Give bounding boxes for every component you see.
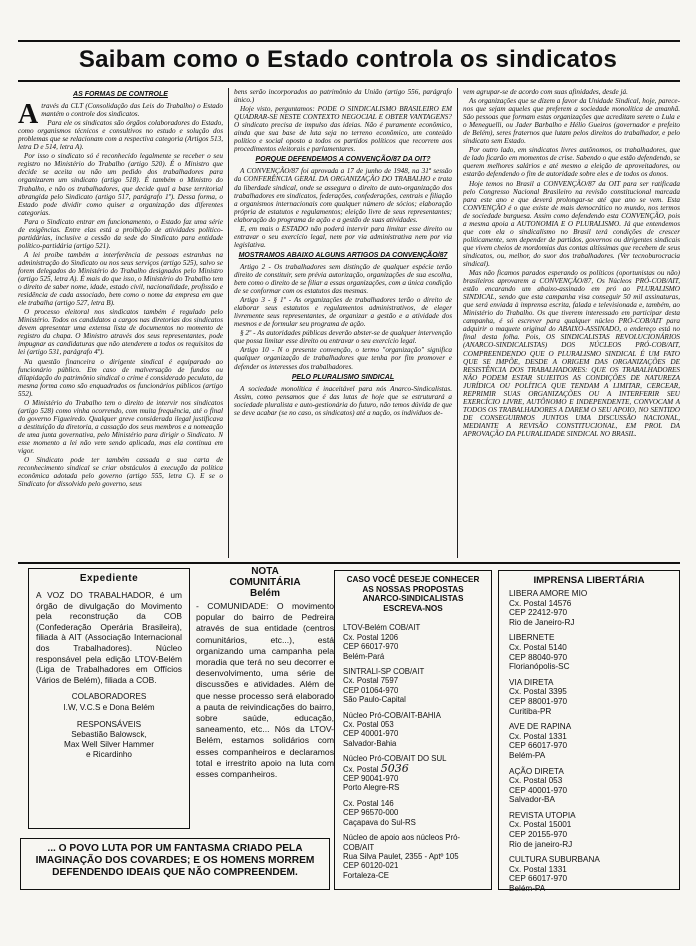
- paragraph: vem agrupar-se de acordo com suas afinidades, desde já.: [463, 88, 628, 96]
- address-entry: [343, 667, 483, 705]
- address-line: [343, 761, 483, 775]
- press-entry: [509, 678, 669, 716]
- press-name: AÇÃO DIRETA: [509, 766, 564, 776]
- section-heading-convencao: PORQUE DEFENDEMOS A CONVENÇÃO/87 DA OIT?: [255, 156, 431, 164]
- paragraph: Para ele os sindicatos são órgãos colaboradores do Estado, como organismos técnicos e consultivos no estudo e solução dos problemas que se relacionam com a respectiva categoria (Artigos 513, letra D e 514, letra A).: [18, 119, 223, 152]
- address-name: LTOV-Belém COB/AIT: [343, 623, 421, 633]
- address-name: Núcleo de apoio aos núcleos Pró-COB/AIT: [343, 833, 461, 852]
- column-divider: [457, 88, 458, 558]
- colaboradores-names: I.W, V.C.S e Dona Belém: [63, 702, 155, 712]
- paragraph: Artigo 10 - N o presente convenção, o termo "organização" significa qualquer organização de trabalhadores que tenha por fim promover e defender os interesses dos trabalhadores.: [234, 346, 452, 371]
- nota-title: NOTA: [251, 566, 279, 577]
- press-line: Cx. Postal 3395: [509, 687, 567, 697]
- address-name: Núcleo Pró-COB/AIT-BAHIA: [343, 710, 441, 720]
- paragraph: O Sindicato pode ter também cassada a sua carta de reconhecimento sindical se criar obstáculos à execução da política econômica adotada pelo governo (artigo 555, letra C). E se o Sindicato for dissolvido pelo governo, seus: [18, 456, 223, 489]
- press-name: LIBERA AMORE MIO: [509, 589, 588, 598]
- address-line: CEP 90041-970: [343, 774, 399, 784]
- paragraph: A sociedade monolítica é inaceitável para nós Anarco-Sindicalistas. Assim, como pensamos que é das lutas de hoje que se estruturará a sociedade pluralista e auto-gestionária do futuro, não temos dúvida de que se deve acabar (se no caso, os sindicatos) até a nação, os indivíduos de-: [234, 384, 452, 417]
- press-entry: [509, 722, 669, 760]
- press-line: Curitiba-PR: [509, 706, 552, 716]
- press-line: Cx. Postal 15001: [509, 820, 572, 830]
- paragraph: Mas não ficamos parados esperando os políticos (oportunistas ou não) brasileiros aprovarem a CONVENÇÃO/87, Os Núcleos PRÓ-COB/AIT, estão encarando um abaixo-assinado em pró ao PLURALISMO SINDICAL, sendo que esta campanha visa conseguir 50 mil assinaturas, que será enviada à imprensa escrita, falada e televisionada e, também, ao Ministério do Trabalho. Os que tiverem interessado em participar desta campanha, é só escrever para qualquer núcleo PRÓ-COB/AIT para adquirir o maquete original do ABAIXO-ASSINADO, o endereço está no final desta folha. Pois, OS SINDICALISTAS REVOLUCIONÁRIOS (ANARCO-SINDICALISTAS) DOS NÚCLEOS PRÓ-COB/AIT, COMPREENDENDO QUE O PLURALISMO SINDICAL É UM FATO QUE SE IMPÕE, DESDE A ORIGEM DAS ORGANIZAÇÕES DE RESISTÊNCIA DOS TRABALHADORES: QUE OS TRABALHADORES NÃO PODEM ESTAR SUJEITOS AS CONDIÇÕES DE NATUREZA JURÍDICA OU POLÍTICA QUE TENDAM A LIMITAR, CERCEAR, REPRIMIR SUAS ORGANIZAÇÕES OU A INTERFERIR SEU EXERCÍCIO LIVRE, AUTÔNOMO E INDEPENDENTE, CONVOCAM A TODOS OS TRABALHADORES A DAREM O SEU APOIO, NO SENTIDO DE CONSEGUIRMOS JUNTOS UMA DISCUSSÃO NACIONAL, MEDIANTE A REVISÃO CONSTITUCIONAL, EM PROL DA APROVAÇÃO DA PLURALIDADE SINDICAL NO BRASIL.: [463, 269, 680, 438]
- press-line: CEP 88001-970: [509, 696, 568, 706]
- press-entry: [509, 855, 669, 893]
- nota-comunitaria: [196, 566, 334, 834]
- press-line: Cx. Postal 1331: [509, 731, 567, 741]
- address-line: Salvador-Bahia: [343, 738, 397, 748]
- address-entry: [343, 711, 483, 749]
- page-headline: Saibam como o Estado controla os sindicatos: [78, 46, 618, 73]
- address-name: Cx. Postal 146: [343, 798, 394, 808]
- headline-rule: [18, 80, 680, 82]
- paragraph: Para o Sindicato entrar em funcionamento, o Estado faz uma série de exigências. Entre elas está a proibição de atividades político-partidárias, inclusive a cessão da sede do Sindicato para entidade político-partidária (artigo 521).: [18, 217, 223, 250]
- press-name: AVE DE RAPINA: [509, 722, 572, 732]
- press-line: CEP 88040-970: [509, 652, 568, 662]
- paragraph: O Ministério do Trabalho tem o direito de intervir nos sindicatos (artigo 528) como vinha ocorrendo, com muita frequência, até o final do governo Figueiredo. Qualquer greve considerada ilegal justificava a destituição da diretoria, a cassação dos seus membros e a nomeação de uma junta governativa, pelo Ministério para dirigir o Sindicato. N esse momento a lei não vem sendo aplicada, mas ela continua em vigor.: [18, 398, 223, 456]
- paragraph: bens serão incorporados ao patrimônio da União (artigo 556, parágrafo único.): [234, 88, 452, 105]
- paragraph: Por isso o sindicato só é reconhecido legalmente se receber o seu registro no Ministério do Trabalho (artigo 520). É o Ministro que decide se aceita ou não um pedido dos trabalhadores para organizarem um sindicato (artigo 518). É também o Ministro do Trabalho, e não os trabalhadores, que decide qual a base territorial abrangida pelo Sindicato (artigo 517, parágrafo 1º). Dessa forma, o Estado pode dividir como quiser a organização das diferentes categorias.: [18, 152, 223, 217]
- nota-title-3: Belém: [249, 588, 280, 599]
- paragraph: As organizações que se dizem a favor da Unidade Sindical, hoje, parece-nos que sejam aqueles que preferem a sociedade monolítica de amanhã. São pessoas que formam estas organizações que acreditam serem o Lula e o Meneguelli, ou Jader Barbalho e Hélio Gueiros (governador e prefeito de Belém), seres fraternos que lutam pelos direitos do trabalhador, e pelo sindicato sem Estado.: [463, 97, 680, 146]
- drop-cap: A: [18, 99, 39, 131]
- imprensa-title: IMPRENSA LIBERTÁRIA: [533, 575, 645, 586]
- press-line: Belém-PA: [509, 750, 546, 760]
- address-line: CEP 40001-970: [343, 729, 399, 739]
- contato-box: [334, 570, 492, 890]
- paragraph: A lei proíbe também a interferência de pessoas estranhas na administração do Sindicato ou nos seus serviços (artigo 525), salvo se forem delegados do Ministério do Trabalho designados pelo Ministro (artigo 525, letra A). É mais do que isso, o Ministério do Trabalho tem o direito de saber nome, idade, estado civil, nacionalidade, profissão e residência de cada associado, bem como o nome da empresa em que ele trabalha (artigo 527, letra B).: [18, 250, 223, 308]
- section-heading-controle: AS FORMAS DE CONTROLE: [73, 91, 168, 98]
- address-entry: [343, 754, 483, 793]
- address-line: São Paulo-Capital: [343, 695, 406, 705]
- press-entry: [509, 811, 669, 849]
- slogan-box: ... O POVO LUTA POR UM FANTASMA CRIADO PELA IMAGINAÇÃO DOS COVARDES; E OS HOMENS MORREM DEFENDENDO IDEAIS QUE NÃO COMPREENDEM.: [20, 838, 330, 890]
- paragraph: Na questão financeira o dirigente sindical é equiparado ao funcionário público. Em caso de malversação de fundos ou dilapidação do patrimônio sindical o crime é considerado peculato, da mesma forma como são enquadrados os funcionários públicos (artigo 552).: [18, 357, 223, 398]
- press-entry: [509, 633, 669, 671]
- paragraph: Artigo 3 - § 1º - As organizações de trabalhadores terão o direito de elaborar seus estatutos e regulamentos administrativos, de eleger livremente seus representantes, de organizar a gestão e a atividade dos mesmos e de formular seu programa de ação.: [234, 296, 452, 329]
- nota-body: - COMUNIDADE: O movimento popular do bairro de Pedreira através de sua entidade (centros comunitários, etc...), está organizando uma campanha pela moradia que terá no seu decorrer e desenvolvimento, uma série de discussões e atividades. Além de que nesse processo será elaborado a pauta de reivindicações do bairro, sobre saúde, educação, saneamento, etc... Nós da LTOV-Belém, estamos solidários com esses companheiros e declaramos total e irrestrito apoio na luta com esses companheiros.: [196, 601, 334, 780]
- address-line: Cx. Postal 1206: [343, 632, 399, 642]
- handwritten-number: 5036: [380, 761, 409, 775]
- press-line: Belém-PA: [509, 884, 546, 894]
- press-line: CEP 22412-970: [509, 608, 568, 618]
- press-name: LIBERNETE: [509, 633, 555, 643]
- press-line: Cx. Postal 5140: [509, 642, 567, 652]
- address-entry: [343, 833, 483, 880]
- responsavel-name: e Ricardinho: [86, 750, 132, 760]
- address-line: Belém-Pará: [343, 651, 385, 661]
- top-rule: [18, 40, 680, 42]
- column-divider: [228, 88, 229, 558]
- address-line: CEP 66017-970: [343, 642, 399, 652]
- expediente-body: A VOZ DO TRABALHADOR, é um órgão de divulgação do Movimento pela reconstrução da COB (Confederação Operária Brasileira), filiada à AIT (Associação Internacional dos Trabalhadores). Núcleo responsável pela edição LTOV-Belém (Liga de Trabalhadores em Offícios Vários de Belém), filiada a COB.: [36, 590, 182, 685]
- responsavel-name: Sebastião Balowsck,: [71, 729, 147, 739]
- address-line: Cx. Postal 053: [343, 720, 394, 730]
- press-line: Cx. Postal 1331: [509, 864, 567, 874]
- address-line: Porto Alegre-RS: [343, 783, 400, 793]
- bottom-section-rule: [18, 562, 680, 564]
- press-line: CEP 20155-970: [509, 830, 568, 840]
- press-line: CEP 66017-970: [509, 741, 568, 751]
- address-line-text: Cx. Postal: [343, 764, 379, 774]
- nota-title-2: COMUNITÁRIA: [229, 577, 301, 588]
- address-entry: [343, 799, 483, 827]
- responsaveis-title: RESPONSÁVEIS: [76, 719, 142, 729]
- contato-list: [343, 623, 483, 880]
- press-line: Salvador-BA: [509, 795, 555, 805]
- address-line: Rua Silva Paulet, 2355 - Aptº 105: [343, 851, 459, 861]
- article-column-1: [18, 88, 223, 558]
- colaboradores-title: COLABORADORES: [71, 692, 147, 702]
- paragraph: E, em mais o ESTADO não poderá intervir para limitar esse direito ou entravar o seu exercício legal, nem por via administrativa nem por via legislativa.: [234, 224, 452, 249]
- paragraph: § 2º - As autoridades públicas deverão abster-se de qualquer intervenção que possa limitar esse direito ou entravar o seu exercício legal.: [234, 329, 452, 346]
- press-line: Cx. Postal 053: [509, 776, 563, 786]
- press-entry: [509, 767, 669, 805]
- press-name: CULTURA SUBURBANA: [509, 855, 600, 865]
- paragraph: Por outro lado, em sindicatos livres autônomos, os trabalhadores, que de lado ficarão em momentos de crise. Sabendo o que estão defendendo, se querem melhores salários e até mesmo a eleição de aproveitadores, ou estarão defendendo o fim de autoridade sobre eles e de todos os donos.: [463, 146, 680, 179]
- press-line: Cx. Postal 14576: [509, 598, 572, 608]
- contato-title: CASO VOCÊ DESEJE CONHECER AS NOSSAS PROPOSTAS ANARCO-SINDICALISTAS ESCREVA-NOS: [346, 575, 480, 613]
- responsavel-name: Max Well Silver Hammer: [64, 740, 154, 750]
- expediente-box: [28, 568, 190, 829]
- address-line: Fortaleza-CE: [343, 870, 389, 880]
- press-name: REVISTA UTOPIA: [509, 810, 576, 820]
- article-column-2: [234, 88, 452, 558]
- address-name: Núcleo Pró-COB/AIT DO SUL: [343, 754, 447, 764]
- press-line: CEP 66017-970: [509, 874, 568, 884]
- article-column-3: [463, 88, 680, 558]
- press-entry: [509, 589, 669, 627]
- section-heading-artigos: MOSTRAMOS ABAIXO ALGUNS ARTIGOS DA CONVENÇÃO/87: [238, 251, 448, 259]
- imprensa-box: [498, 570, 680, 894]
- address-entry: [343, 623, 483, 661]
- address-line: CEP 01064-970: [343, 685, 399, 695]
- paragraph: Artigo 2 - Os trabalhadores sem distinção de qualquer espécie terão direito de constituir, sem prévia autorização, organizações de sua escolha, bem como o direito de se filiar a essas organizações, com a única condição de se conformar com os estatutos das mesmas.: [234, 262, 452, 296]
- paragraph: A CONVENÇÃO/87 foi aprovada a 17 de junho de 1948, na 31ª sessão da CONFERÊNCIA GERAL DA ORGANIZAÇÃO DO TRABALHO e trata da liberdade sindical, onde se assegura o direito de auto-organização dos trabalhadores em sindicatos, federações, confederações, centrais e filiação a organismos internacionais com qualquer número de sócios; elaboração própria de estatutos e regulamentos; eleição livre de seus representantes; elaboração do programa de ação e a gestão de suas atividades.: [234, 167, 452, 224]
- press-line: Rio de Janeiro-RJ: [509, 617, 575, 627]
- press-line: Rio de janeiro-RJ: [509, 839, 573, 849]
- press-name: VIA DIRETA: [509, 677, 554, 687]
- imprensa-list: [509, 589, 669, 894]
- press-line: CEP 40001-970: [509, 785, 568, 795]
- paragraph: través da CLT (Consolidação das Leis do Trabalho) o Estado mantém o controle dos sindicatos.: [41, 102, 223, 119]
- section-heading-pluralismo: PELO PLURALISMO SINDICAL: [291, 373, 395, 381]
- address-line: Cx. Postal 7597: [343, 676, 399, 686]
- paragraph: O processo eleitoral nos sindicatos também é regulado pelo Ministério. Todos os candidatos a cargos nas diretorias dos sindicatos devem apresentar uma extensa lista de documentos no momento de registro da chapa. O Ministro através dos seus representantes, pode impugnar as candidaturas que não atenderem a todos os requisitos da lei (artigo 531, parágrafo 4º).: [18, 308, 223, 357]
- paragraph: Hoje temos no Brasil a CONVENÇÃO/87 da OIT para ser ratificada pelo Congresso Nacional Brasileiro na revisão constitucional marcada para este ano e que deverá prolongar-se até que ano se vem. Esta CONVENÇÃO é o que existe de mais democrático no mundo, nos termos de sociedade burguesa. Assim como defendendo esta CONVENÇÃO, pois a mesma apoia a AUTONOMIA E O PLURALISMO. Já que entendemos que com ela o sindicalismo no Brasil terá condições de crescer politicamente, sem depender de partidos, governos ou dirigentes sindicais que vivem cheios de mordomias das contas altíssimas que recebem de seus sindicatos, ou, melhor, do suor dos trabalhadores. (Ver tecnoburocracia sindical).: [463, 179, 680, 268]
- address-name: SINTRALI-SP COB/AIT: [343, 667, 425, 676]
- expediente-title: Expediente: [79, 573, 139, 584]
- address-line: CEP 60120-021: [343, 861, 399, 871]
- press-line: Florianópolis-SC: [509, 662, 570, 672]
- address-line: CEP 96570-000: [343, 808, 399, 818]
- address-line: Caçapava do Sul-RS: [343, 817, 416, 827]
- paragraph: Hoje visto, perguntamos: PODE O SINDICALISMO BRASILEIRO EM QUADRAR-SE NESTE CONTEXTO NEGOCIAL E OBTER VANTAGENS? O sindicato precisa de impulso das ideias. Não é puramente econômico, ainda que sua base de luta seja no terreno econômico, um conteúdo político e social oposto a todos os partidos políticos que recorrem aos procedimentos eleitorais e parlamentares.: [234, 105, 452, 154]
